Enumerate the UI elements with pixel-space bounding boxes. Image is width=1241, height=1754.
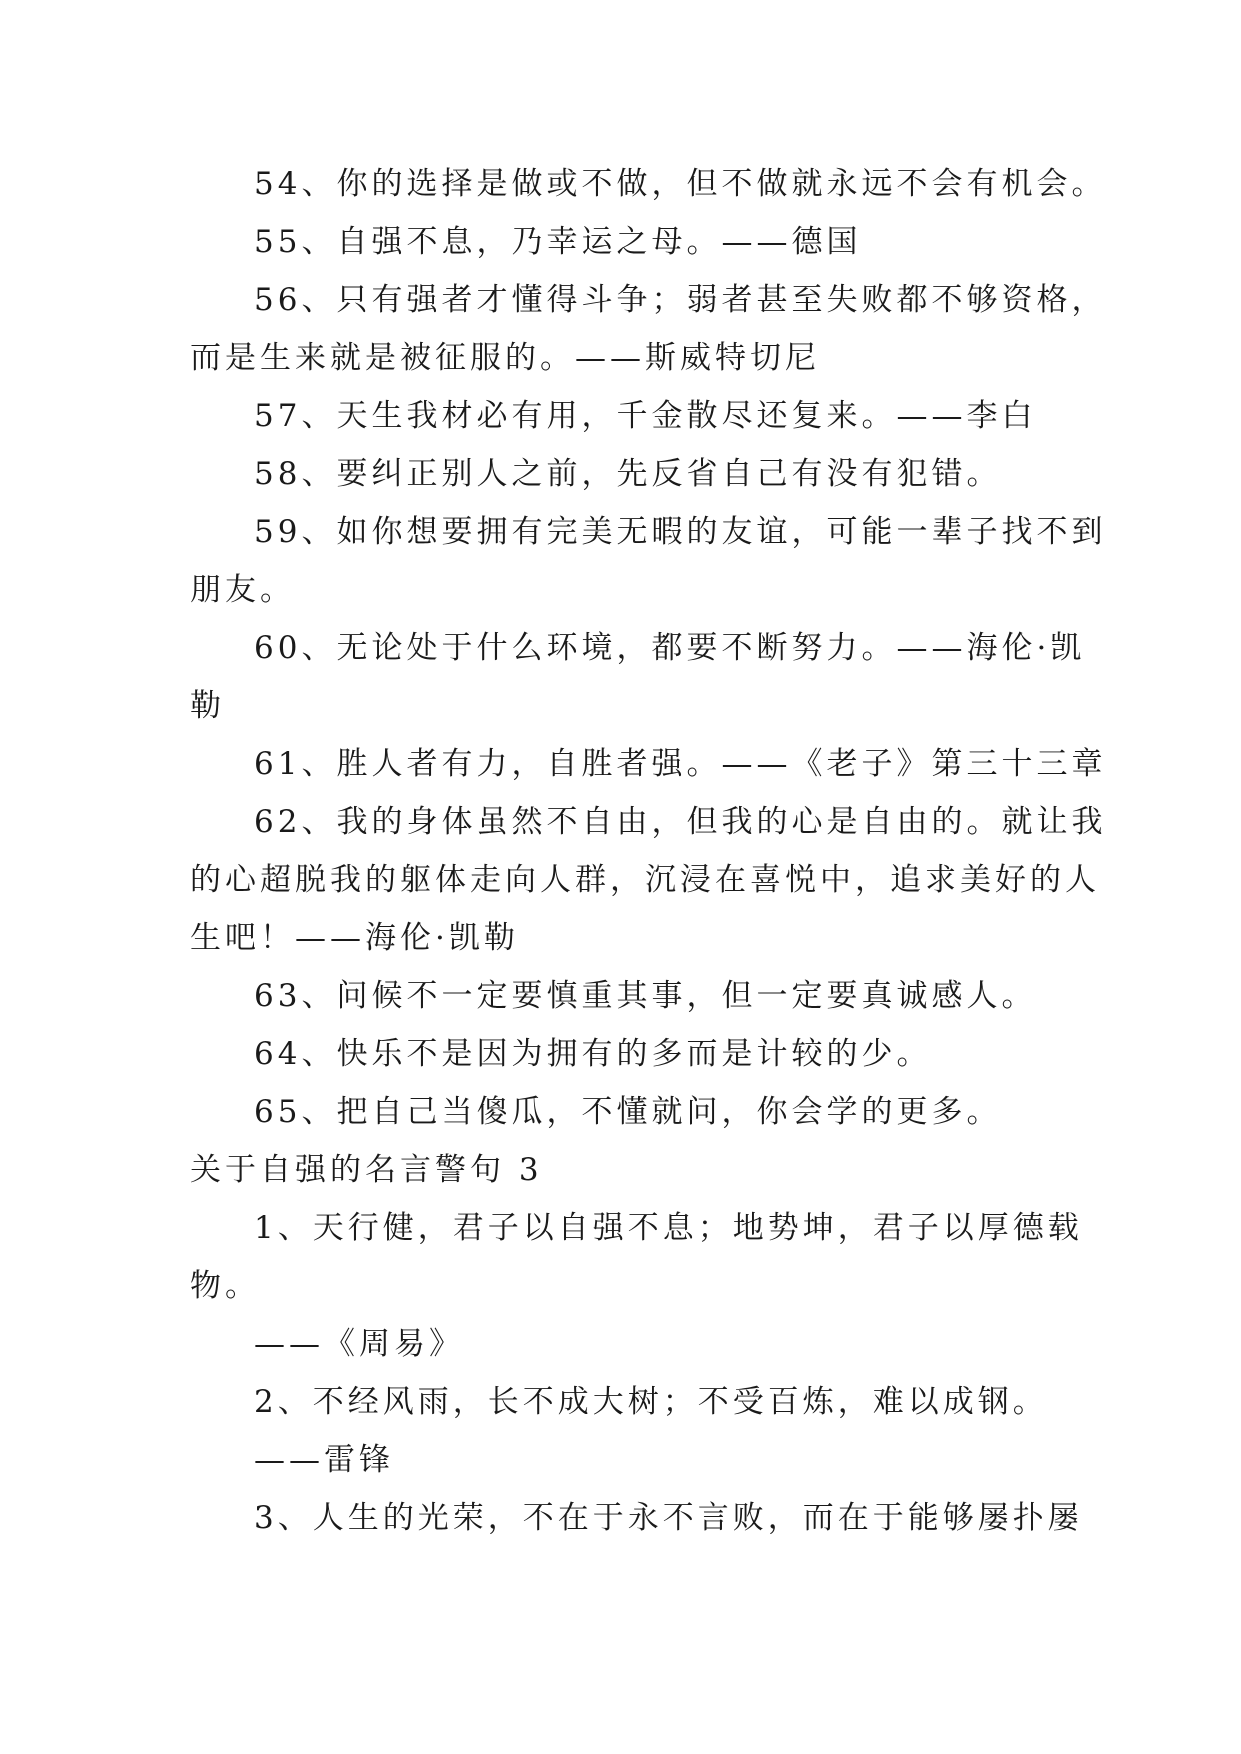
quote-2: 2、不经风雨，长不成大树；不受百炼，难以成钢。 bbox=[254, 1384, 1048, 1420]
quote-57: 57、天生我材必有用，千金散尽还复来。——李白 bbox=[254, 398, 1037, 434]
quote-56-line-1: 56、只有强者才懂得斗争；弱者甚至失败都不够资格， bbox=[254, 282, 1107, 318]
quote-3-line-1: 3、人生的光荣，不在于永不言败，而在于能够屡扑屡 bbox=[254, 1500, 1083, 1536]
quote-1-line-2: 物。 bbox=[190, 1268, 260, 1304]
quote-2-attribution: ——雷锋 bbox=[254, 1442, 394, 1478]
quote-58: 58、要纠正别人之前，先反省自己有没有犯错。 bbox=[254, 456, 1002, 492]
quote-59-line-2: 朋友。 bbox=[190, 572, 295, 608]
quote-64: 64、快乐不是因为拥有的多而是计较的少。 bbox=[254, 1036, 932, 1072]
quote-62-line-1: 62、我的身体虽然不自由，但我的心是自由的。就让我 bbox=[254, 804, 1107, 840]
quote-61: 61、胜人者有力，自胜者强。——《老子》第三十三章 bbox=[254, 746, 1107, 782]
quote-1-attribution: ——《周易》 bbox=[254, 1326, 464, 1362]
quote-54: 54、你的选择是做或不做，但不做就永远不会有机会。 bbox=[254, 166, 1107, 202]
quote-56-line-2: 而是生来就是被征服的。——斯威特切尼 bbox=[190, 340, 820, 376]
quote-60-line-1: 60、无论处于什么环境，都要不断努力。——海伦·凯 bbox=[254, 630, 1086, 666]
quote-55: 55、自强不息，乃幸运之母。——德国 bbox=[254, 224, 862, 260]
quote-1-line-1: 1、天行健，君子以自强不息；地势坤，君子以厚德载 bbox=[254, 1210, 1083, 1246]
document-body bbox=[190, 155, 1107, 1547]
section-heading: 关于自强的名言警句 3 bbox=[190, 1152, 543, 1188]
quote-60-line-2: 勒 bbox=[190, 688, 225, 724]
quote-59-line-1: 59、如你想要拥有完美无暇的友谊，可能一辈子找不到 bbox=[254, 514, 1107, 550]
quote-62-line-2: 的心超脱我的躯体走向人群，沉浸在喜悦中，追求美好的人 bbox=[190, 862, 1100, 898]
quote-65: 65、把自己当傻瓜，不懂就问，你会学的更多。 bbox=[254, 1094, 1002, 1130]
quote-63: 63、问候不一定要慎重其事，但一定要真诚感人。 bbox=[254, 978, 1037, 1014]
quote-62-line-3: 生吧！——海伦·凯勒 bbox=[190, 920, 519, 956]
